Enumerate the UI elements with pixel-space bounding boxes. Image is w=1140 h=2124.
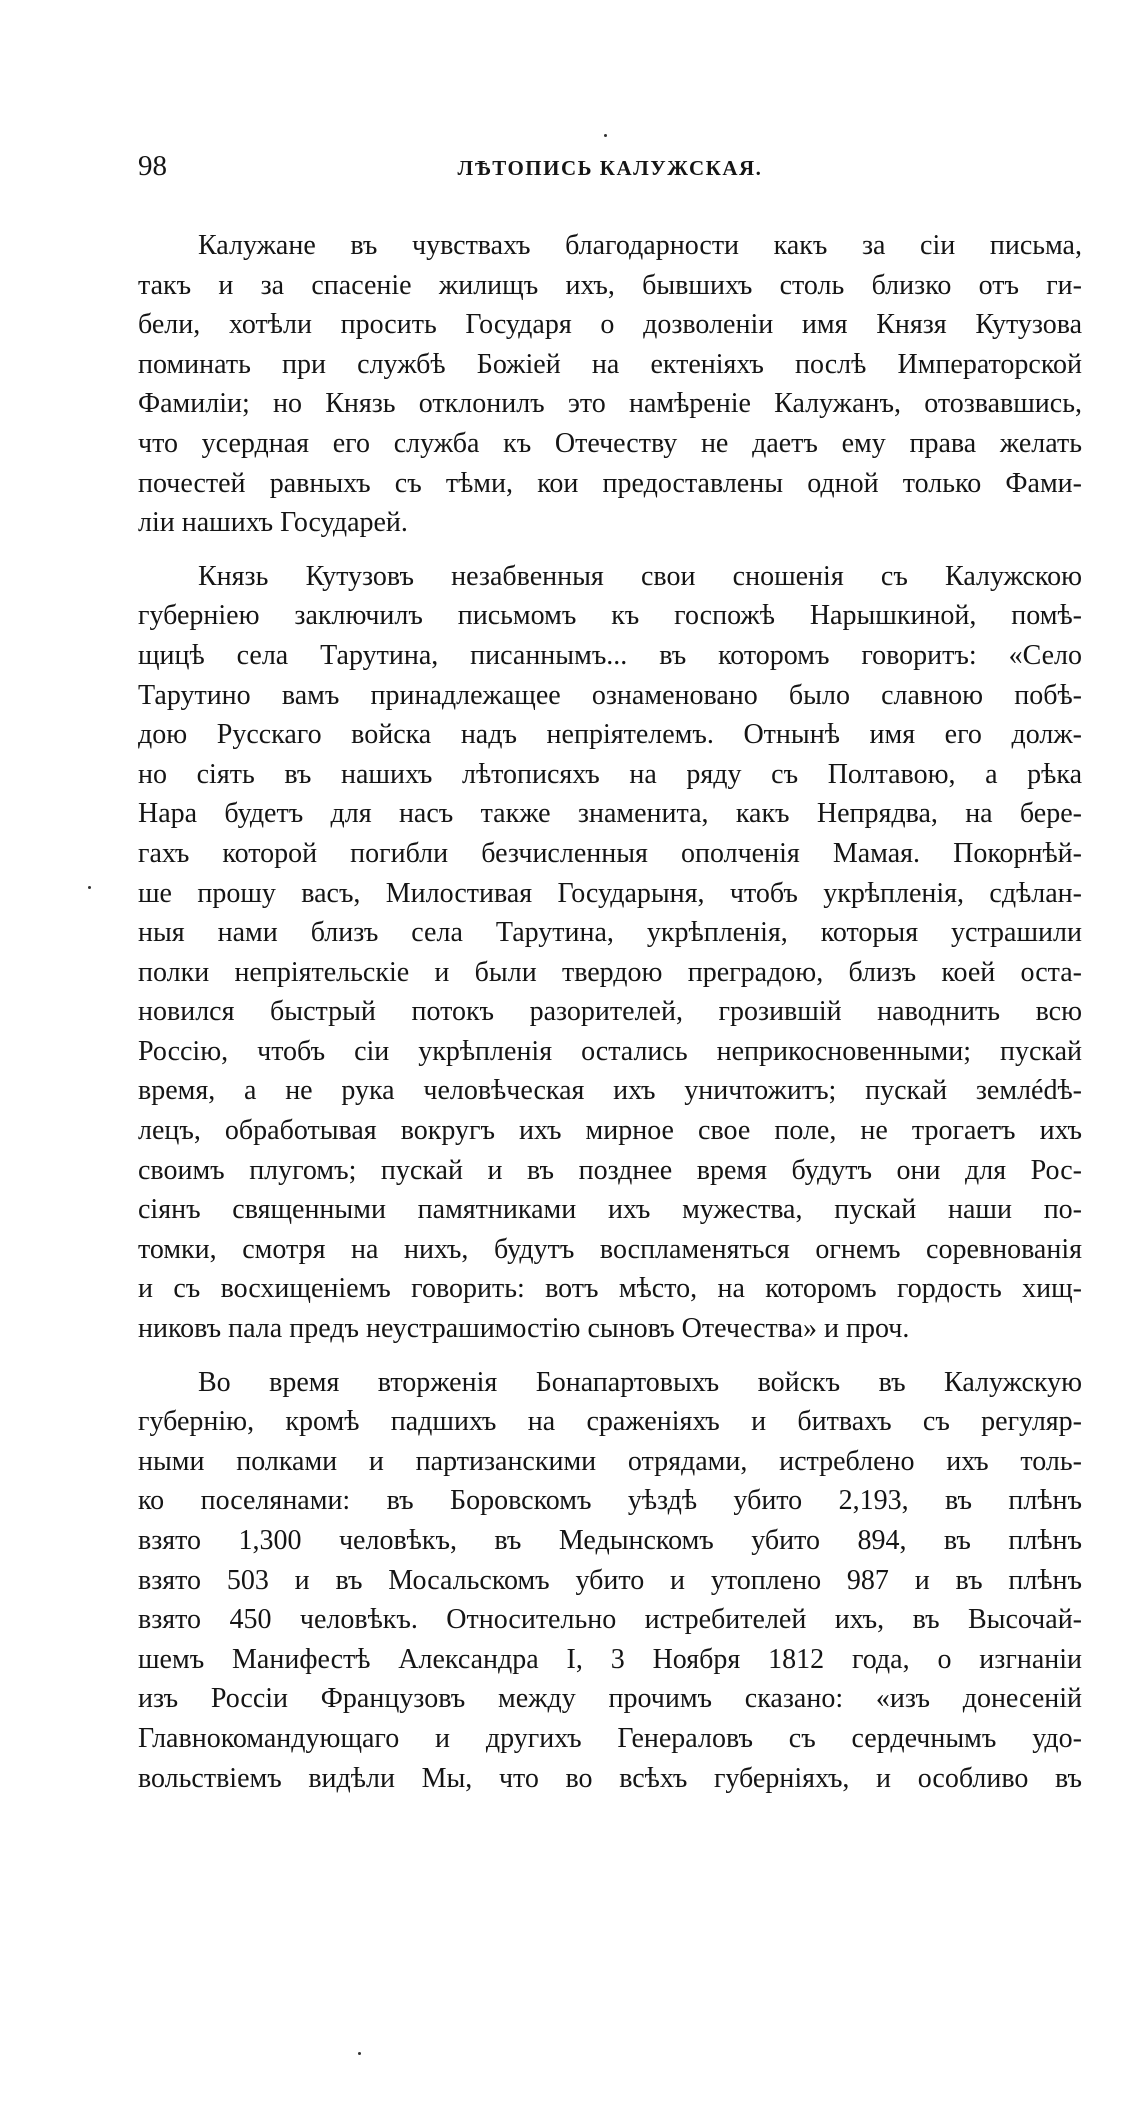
running-title: ЛѢТОПИСЬ КАЛУЖСКАЯ. bbox=[457, 156, 763, 180]
text-line: Россію, чтобъ сіи укрѣпленія остались неприкосновенными; пускай bbox=[138, 1035, 1082, 1067]
text-line: что усердная его служба къ Отечеству не даетъ ему права желать bbox=[138, 427, 1082, 459]
text-line: Калужане въ чувствахъ благодарности какъ за сіи письма, bbox=[198, 230, 1082, 261]
page-number: 98 bbox=[138, 150, 167, 182]
text-line: почестей равныхъ съ тѣми, кои предоставлены одной только Фами- bbox=[138, 467, 1082, 499]
text-line: Во время вторженія Бонапартовыхъ войскъ въ Калужскую bbox=[198, 1366, 1082, 1398]
body-text bbox=[138, 226, 1082, 1812]
paragraph-1 bbox=[138, 226, 1082, 543]
text-line: и съ восхищеніемъ говорить: вотъ мѣсто, на которомъ гордость хищ- bbox=[138, 1273, 1082, 1305]
text-line: своимъ плугомъ; пускай и въ позднее время будутъ они для Рос- bbox=[138, 1154, 1082, 1186]
text-line: Тарутино вамъ принадлежащее ознаменовано было славною побѣ- bbox=[138, 679, 1082, 711]
text-line: губерніею заключилъ письмомъ къ госпожѣ Нарышкиной, помѣ- bbox=[138, 600, 1082, 632]
text-line: Главнокомандующаго и другихъ Генераловъ съ сердечнымъ удо- bbox=[138, 1722, 1082, 1754]
text-line: новился быстрый потокъ разорителей, грозившій наводнить всю bbox=[138, 996, 1082, 1028]
text-line: полки непріятельскіе и были твердою преградою, близъ коей оста- bbox=[138, 956, 1082, 988]
text-line: время, а не рука человѣческая ихъ уничтожитъ; пускай землédѣ- bbox=[138, 1075, 1082, 1107]
text-line: никовъ пала предъ неустрашимостію сыновъ Отечества» и проч. bbox=[138, 1313, 910, 1345]
text-line: Князь Кутузовъ незабвенныя свои сношенія съ Калужскою bbox=[198, 560, 1082, 592]
text-line: щицѣ села Тарутина, писаннымъ... въ которомъ говоритъ: «Село bbox=[138, 639, 1082, 671]
print-speck bbox=[358, 2052, 361, 2055]
text-line: бели, хотѣли просить Государя о дозволеніи имя Князя Кутузова bbox=[138, 309, 1082, 341]
text-line: ше прошу васъ, Милостивая Государыня, чтобъ укрѣпленія, сдѣлан- bbox=[138, 877, 1082, 909]
text-line: такъ и за спасеніе жилищъ ихъ, бывшихъ столь близко отъ ги- bbox=[138, 269, 1082, 301]
text-line: ныя нами близъ села Тарутина, укрѣпленія, которыя устрашили bbox=[138, 917, 1082, 949]
text-line: ко поселянами: въ Боровскомъ уѣздѣ убито 2,193, въ плѣнъ bbox=[138, 1485, 1082, 1517]
text-line: Фамиліи; но Князь отклонилъ это намѣреніе Калужанъ, отозвавшись, bbox=[138, 388, 1082, 420]
text-line: поминать при службѣ Божіей на ектеніяхъ послѣ Императорской bbox=[138, 348, 1082, 380]
text-line: взято 503 и въ Мосальскомъ убито и утоплено 987 и въ плѣнъ bbox=[138, 1564, 1082, 1596]
text-line: ными полками и партизанскими отрядами, истреблено ихъ толь- bbox=[138, 1445, 1082, 1477]
text-line: но сіять въ нашихъ лѣтописяхъ на ряду съ Полтавою, а рѣка bbox=[138, 758, 1082, 790]
text-line: дою Русскаго войска надъ непріятелемъ. Отнынѣ имя его долж- bbox=[138, 719, 1082, 751]
text-line: лецъ, обработывая вокругъ ихъ мирное свое поле, не трогаетъ ихъ bbox=[138, 1115, 1082, 1147]
text-line: ліи нашихъ Государей. bbox=[138, 507, 408, 539]
print-speck bbox=[604, 134, 607, 137]
text-line: Нара будетъ для насъ также знаменита, какъ Непрядва, на бере- bbox=[138, 798, 1082, 830]
text-line: гахъ которой погибли безчисленныя ополченія Мамая. Покорнѣй- bbox=[138, 837, 1082, 869]
text-line: вольствіемъ видѣли Мы, что во всѣхъ губерніяхъ, и особливо въ bbox=[138, 1762, 1082, 1794]
text-line: сіянъ священными памятниками ихъ мужества, пускай наши по- bbox=[138, 1194, 1082, 1226]
text-line: взято 450 человѣкъ. Относительно истребителей ихъ, въ Высочай- bbox=[138, 1604, 1082, 1636]
text-line: томки, смотря на нихъ, будутъ воспламеняться огнемъ соревнованія bbox=[138, 1233, 1082, 1265]
paragraph-2 bbox=[138, 557, 1082, 1349]
print-speck bbox=[88, 886, 91, 889]
paragraph-3 bbox=[138, 1363, 1082, 1799]
text-line: губернію, кромѣ падшихъ на сраженіяхъ и битвахъ съ регуляр- bbox=[138, 1406, 1082, 1438]
text-line: изъ Россіи Французовъ между прочимъ сказано: «изъ донесеній bbox=[138, 1683, 1082, 1715]
page-header bbox=[138, 150, 1082, 190]
text-line: шемъ Манифестѣ Александра I, 3 Ноября 1812 года, о изгнаніи bbox=[138, 1643, 1082, 1675]
text-line: взято 1,300 человѣкъ, въ Медынскомъ убито 894, въ плѣнъ bbox=[138, 1525, 1082, 1556]
